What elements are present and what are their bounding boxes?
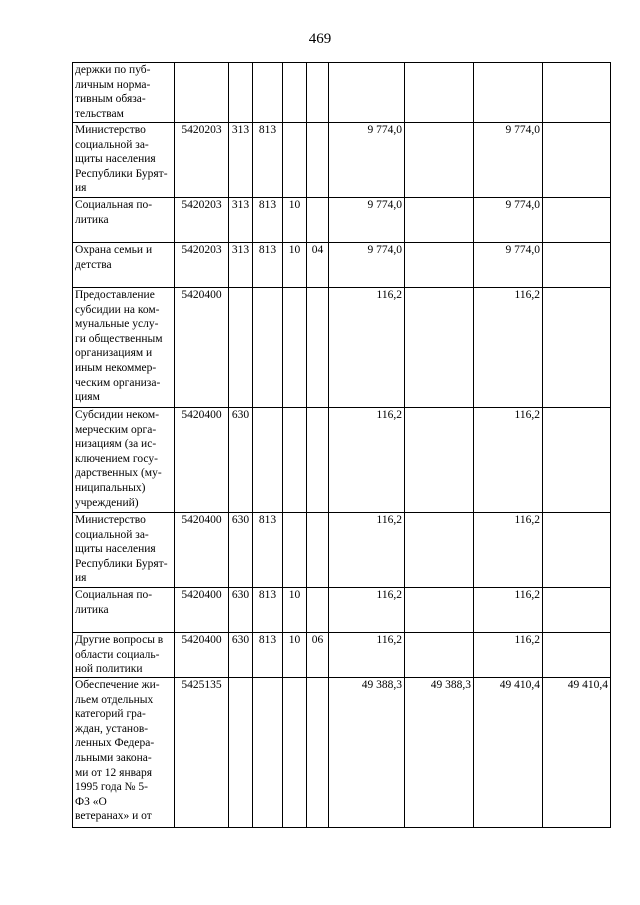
amount-cell: 9 774,0 xyxy=(329,198,405,243)
amount-cell xyxy=(405,633,474,678)
name-cell: Другие вопросы в области социаль- ной политики xyxy=(73,633,175,678)
amount-cell: 116,2 xyxy=(329,288,405,408)
amount-cell xyxy=(543,408,611,513)
target-article-cell: 5420203 xyxy=(175,198,229,243)
amount-cell xyxy=(329,63,405,123)
amount-cell xyxy=(405,243,474,288)
amount-cell: 116,2 xyxy=(329,588,405,633)
ministry-code-cell: 813 xyxy=(253,243,283,288)
table-row xyxy=(73,588,611,633)
ministry-code-cell xyxy=(253,678,283,828)
target-article-cell: 5420203 xyxy=(175,243,229,288)
amount-cell: 9 774,0 xyxy=(329,123,405,198)
ministry-code-cell xyxy=(253,63,283,123)
ministry-code-cell xyxy=(253,288,283,408)
target-article-cell: 5420400 xyxy=(175,408,229,513)
subsection-code-cell xyxy=(307,198,329,243)
amount-cell xyxy=(543,243,611,288)
amount-cell: 9 774,0 xyxy=(329,243,405,288)
amount-cell xyxy=(405,513,474,588)
target-article-cell: 5425135 xyxy=(175,678,229,828)
table-row xyxy=(73,633,611,678)
expense-type-cell: 630 xyxy=(229,588,253,633)
section-code-cell xyxy=(283,63,307,123)
target-article-cell: 5420400 xyxy=(175,633,229,678)
budget-table xyxy=(72,62,611,828)
section-code-cell xyxy=(283,678,307,828)
section-code-cell: 10 xyxy=(283,588,307,633)
amount-cell: 49 388,3 xyxy=(329,678,405,828)
amount-cell xyxy=(405,63,474,123)
expense-type-cell xyxy=(229,63,253,123)
amount-cell xyxy=(543,633,611,678)
expense-type-cell xyxy=(229,678,253,828)
ministry-code-cell: 813 xyxy=(253,588,283,633)
section-code-cell xyxy=(283,123,307,198)
amount-cell: 9 774,0 xyxy=(474,243,543,288)
ministry-code-cell: 813 xyxy=(253,513,283,588)
name-cell: Предоставление субсидии на ком- мунальные услу- ги общественным организациям и иным некоммер- ческим организа- циям xyxy=(73,288,175,408)
amount-cell: 49 410,4 xyxy=(474,678,543,828)
section-code-cell: 10 xyxy=(283,633,307,678)
name-cell: держки по пуб- личным норма- тивным обяза- тельствам xyxy=(73,63,175,123)
subsection-code-cell xyxy=(307,123,329,198)
ministry-code-cell: 813 xyxy=(253,123,283,198)
subsection-code-cell xyxy=(307,513,329,588)
name-cell: Субсидии неком- мерческим орга- низациям (за ис- ключением госу- дарственных (му- ниципальных) учреждений) xyxy=(73,408,175,513)
section-code-cell: 10 xyxy=(283,243,307,288)
subsection-code-cell xyxy=(307,408,329,513)
table-row xyxy=(73,288,611,408)
table-row xyxy=(73,243,611,288)
amount-cell: 116,2 xyxy=(474,288,543,408)
amount-cell xyxy=(474,63,543,123)
amount-cell xyxy=(543,513,611,588)
expense-type-cell: 313 xyxy=(229,243,253,288)
table-row xyxy=(73,513,611,588)
target-article-cell: 5420400 xyxy=(175,513,229,588)
target-article-cell: 5420203 xyxy=(175,123,229,198)
table-row xyxy=(73,123,611,198)
amount-cell: 116,2 xyxy=(474,633,543,678)
subsection-code-cell xyxy=(307,63,329,123)
amount-cell xyxy=(405,123,474,198)
target-article-cell: 5420400 xyxy=(175,588,229,633)
section-code-cell xyxy=(283,288,307,408)
ministry-code-cell: 813 xyxy=(253,198,283,243)
amount-cell: 116,2 xyxy=(474,408,543,513)
amount-cell xyxy=(543,63,611,123)
table-row xyxy=(73,198,611,243)
section-code-cell: 10 xyxy=(283,198,307,243)
section-code-cell xyxy=(283,408,307,513)
expense-type-cell: 313 xyxy=(229,198,253,243)
amount-cell xyxy=(405,588,474,633)
amount-cell xyxy=(405,288,474,408)
amount-cell: 116,2 xyxy=(474,513,543,588)
target-article-cell xyxy=(175,63,229,123)
name-cell: Обеспечение жи- льем отдельных категорий гра- ждан, установ- ленных Федера- льными закона- ми от 12 января 1995 года № 5- ФЗ «О ветеранах» и от xyxy=(73,678,175,828)
name-cell: Социальная по- литика xyxy=(73,198,175,243)
amount-cell xyxy=(543,123,611,198)
amount-cell: 116,2 xyxy=(329,513,405,588)
expense-type-cell: 630 xyxy=(229,408,253,513)
amount-cell: 116,2 xyxy=(329,633,405,678)
amount-cell: 49 388,3 xyxy=(405,678,474,828)
amount-cell: 49 410,4 xyxy=(543,678,611,828)
table-row xyxy=(73,408,611,513)
amount-cell: 116,2 xyxy=(329,408,405,513)
page-number: 469 xyxy=(308,31,332,47)
expense-type-cell: 630 xyxy=(229,513,253,588)
expense-type-cell: 313 xyxy=(229,123,253,198)
table-row xyxy=(73,678,611,828)
amount-cell xyxy=(543,198,611,243)
name-cell: Охрана семьи и детства xyxy=(73,243,175,288)
ministry-code-cell: 813 xyxy=(253,633,283,678)
ministry-code-cell xyxy=(253,408,283,513)
expense-type-cell: 630 xyxy=(229,633,253,678)
name-cell: Министерство социальной за- щиты населения Республики Бурят- ия xyxy=(73,513,175,588)
amount-cell xyxy=(405,198,474,243)
amount-cell xyxy=(405,408,474,513)
amount-cell: 9 774,0 xyxy=(474,123,543,198)
amount-cell xyxy=(543,288,611,408)
subsection-code-cell xyxy=(307,678,329,828)
name-cell: Социальная по- литика xyxy=(73,588,175,633)
table-row xyxy=(73,63,611,123)
subsection-code-cell xyxy=(307,588,329,633)
name-cell: Министерство социальной за- щиты населения Республики Бурят- ия xyxy=(73,123,175,198)
target-article-cell: 5420400 xyxy=(175,288,229,408)
section-code-cell xyxy=(283,513,307,588)
subsection-code-cell xyxy=(307,288,329,408)
amount-cell xyxy=(543,588,611,633)
expense-type-cell xyxy=(229,288,253,408)
subsection-code-cell: 06 xyxy=(307,633,329,678)
amount-cell: 116,2 xyxy=(474,588,543,633)
amount-cell: 9 774,0 xyxy=(474,198,543,243)
subsection-code-cell: 04 xyxy=(307,243,329,288)
